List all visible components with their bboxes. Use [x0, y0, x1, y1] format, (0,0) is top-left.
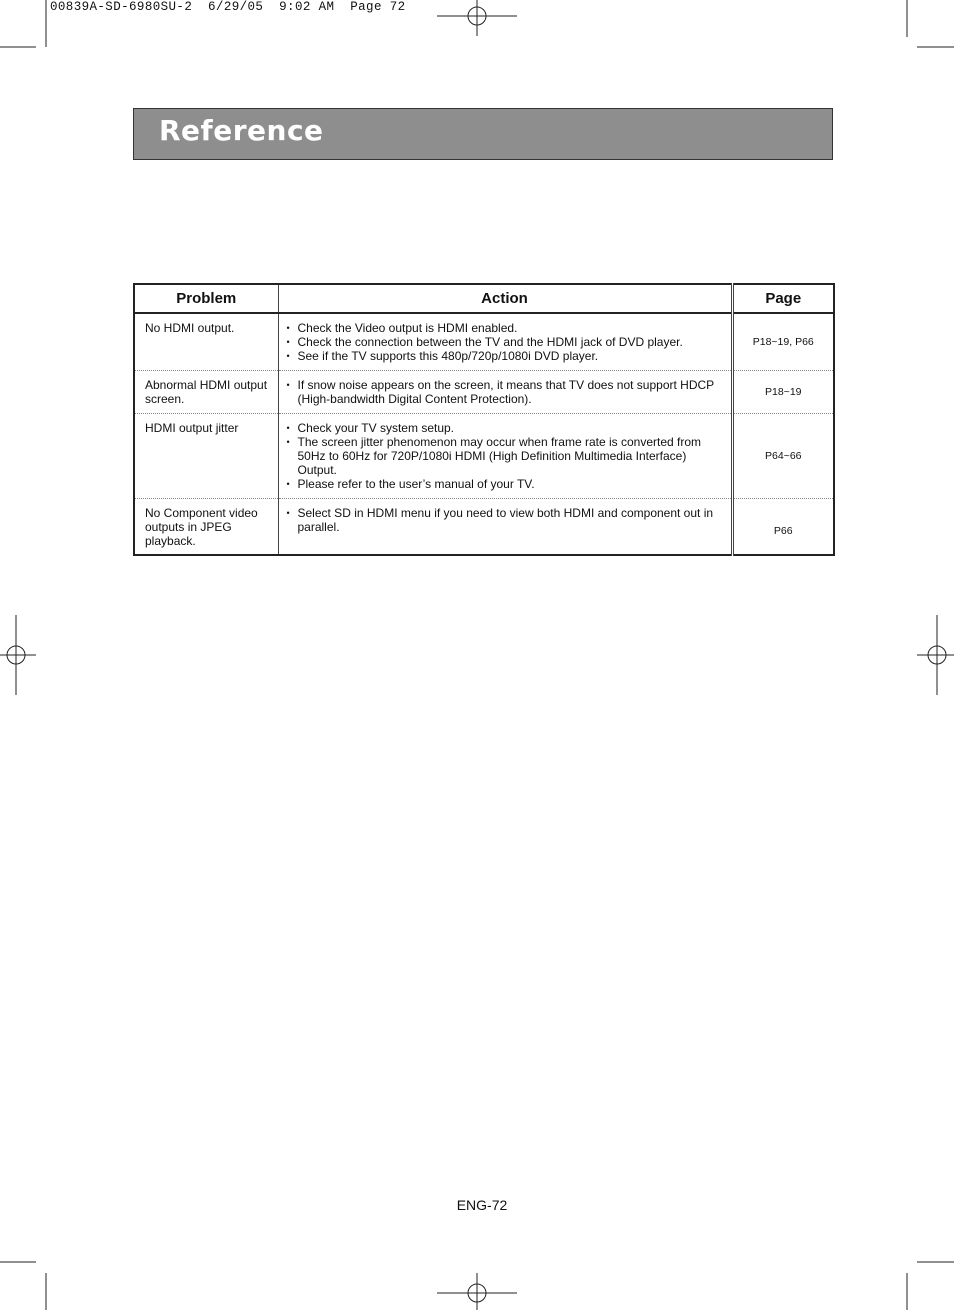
- troubleshooting-table: [133, 283, 835, 556]
- action-item: • If snow noise appears on the screen, it means that TV does not support HDCP (High-bandwidth Digital Content Protection).: [287, 378, 721, 406]
- page-reference: P18~19, P66: [732, 313, 834, 370]
- print-slug: 00839A-SD-6980SU-2 6/29/05 9:02 AM Page 72: [50, 0, 406, 14]
- action-cell: [278, 313, 732, 370]
- column-header-action: Action: [278, 284, 732, 313]
- page-reference: P18~19: [732, 370, 834, 413]
- problem-cell: No HDMI output.: [134, 313, 278, 370]
- table-row: [134, 370, 834, 413]
- action-item: • The screen jitter phenomenon may occur when frame rate is converted from 50Hz to 60Hz for 720P/1080i HDMI (High Definition Multimedia Interface) Output.: [287, 435, 721, 478]
- action-item: • Please refer to the user’s manual of your TV.: [287, 477, 721, 491]
- table-row: [134, 313, 834, 370]
- problem-cell: No Component video outputs in JPEG playback.: [134, 498, 278, 555]
- action-item: • Select SD in HDMI menu if you need to view both HDMI and component out in parallel.: [287, 506, 721, 534]
- table-header-row: [134, 284, 834, 313]
- action-cell: [278, 413, 732, 498]
- column-header-problem: Problem: [134, 284, 278, 313]
- action-item: • Check your TV system setup.: [287, 421, 721, 435]
- column-header-page: Page: [732, 284, 834, 313]
- page-reference: P64~66: [732, 413, 834, 498]
- action-item: • See if the TV supports this 480p/720p/1080i DVD player.: [287, 349, 721, 363]
- page-reference: P66: [732, 498, 834, 555]
- page-number: ENG-72: [456, 1197, 508, 1213]
- action-cell: [278, 370, 732, 413]
- section-banner: [133, 108, 833, 160]
- action-cell: [278, 498, 732, 555]
- problem-cell: Abnormal HDMI output screen.: [134, 370, 278, 413]
- action-item: • Check the Video output is HDMI enabled.: [287, 321, 721, 335]
- problem-cell: HDMI output jitter: [134, 413, 278, 498]
- table-row: [134, 413, 834, 498]
- table-row: [134, 498, 834, 555]
- section-title: Reference: [159, 114, 324, 147]
- action-item: • Check the connection between the TV and the HDMI jack of DVD player.: [287, 335, 721, 349]
